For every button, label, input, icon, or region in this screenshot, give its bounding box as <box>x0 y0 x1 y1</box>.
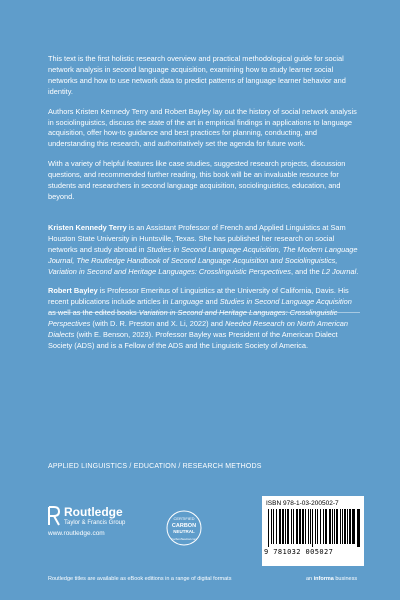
bio-publication: Studies in Second Language Acquisition <box>219 297 352 307</box>
barcode-bar <box>310 509 311 544</box>
barcode-bar <box>340 509 341 544</box>
barcode-bar <box>315 509 316 544</box>
barcode-bar <box>342 509 343 544</box>
routledge-r-icon <box>48 506 60 526</box>
bio-text: as well as the edited books <box>48 308 139 318</box>
barcode-digits: 9 781032 005027 <box>264 548 334 556</box>
barcode-bar <box>271 509 272 544</box>
barcode-bar <box>293 509 294 544</box>
bio-publication: Variation in Second and Heritage Languages: Crosslinguistic Perspectives <box>48 308 338 329</box>
bio-text: is an Assistant Professor of French and Applied Linguistics at Sam Houston State University in Huntsville, Texas. She has published her research on social networks and study abroad in <box>48 222 346 254</box>
barcode-bar <box>279 509 281 544</box>
barcode-bar <box>308 509 309 544</box>
bio-text: (with D. R. Preston and X. Li, 2022) and <box>90 319 226 329</box>
bio-text: is Professor Emeritus of Linguistics at the University of California, Davis. His recent publications include articles in <box>48 286 349 307</box>
publisher-website: www.routledge.com <box>48 530 105 537</box>
publisher-name: Routledge <box>64 505 123 519</box>
isbn-number: ISBN 978-1-03-200502-7 <box>266 500 339 507</box>
bio-publication: Needed Research on North American Dialects <box>48 319 349 340</box>
barcode-bar <box>336 509 338 544</box>
author-name-bayley: Robert Bayley <box>48 286 98 296</box>
carbon-neutral-badge <box>166 510 202 546</box>
barcode-bar <box>302 509 304 544</box>
informa-suffix: business <box>333 576 358 582</box>
bio-text: , and the <box>290 266 322 276</box>
barcode-bar <box>352 509 355 544</box>
description-paragraph-2: Authors Kristen Kennedy Terry and Robert Bayley lay out the history of social network analysis in sociolinguistics, discuss the state of the art in empirical findings in applications to language acquisition, offer how-to guidance and best practices for planning, conducting, and understanding this research, and authoritatively set the agenda for future work. <box>48 106 357 149</box>
barcode-bar <box>347 509 348 544</box>
description-paragraph-3: With a variety of helpful features like case studies, suggested research projects, discussion questions, and recommended further reading, this book will be an invaluable resource for students and researchers in second language acquisition, sociolinguistics, education, and beyond. <box>48 159 346 201</box>
barcode-bar <box>312 509 313 547</box>
publisher-logo <box>48 506 158 546</box>
bio-text: (with E. Benson, 2023). Professor Bayley was President of the American Dialect Society (ADS) and is a Fellow of the ADS and the Linguistic Society of America. <box>48 330 338 350</box>
barcode-bar <box>282 509 284 544</box>
barcode-bar <box>305 509 306 544</box>
barcode-bar <box>320 509 321 544</box>
carbon-badge-mid: CARBON <box>171 523 197 529</box>
barcode-bar <box>357 509 360 547</box>
barcode-bar <box>285 509 286 544</box>
barcode-bar <box>325 509 327 544</box>
bio-publication: Language <box>170 297 204 307</box>
bio-text: . <box>356 266 359 276</box>
barcode-bar <box>273 509 274 544</box>
publisher-group: Taylor & Francis Group <box>64 520 126 526</box>
subject-categories: APPLIED LINGUISTICS / EDUCATION / RESEARCH METHODS <box>48 463 262 470</box>
carbon-badge-site: CarbonNeutral.com <box>170 537 198 541</box>
description-paragraph-1: This text is the first holistic research overview and practical methodological guide for social network analysis in second language acquisition, examining how to study learner social networks and how to use network data to predict patterns of language learner behavior and identity. <box>48 54 346 96</box>
barcode-bar <box>334 509 335 544</box>
back-cover-text <box>48 54 360 361</box>
barcode-bar <box>349 509 351 544</box>
barcode-bar <box>323 509 324 544</box>
informa-prefix: an <box>306 576 314 582</box>
carbon-badge-top: CERTIFIED <box>173 516 195 521</box>
barcode-bar <box>317 509 318 544</box>
author-name-terry: Kristen Kennedy Terry <box>48 222 127 232</box>
barcode-bar <box>291 509 292 544</box>
bio-publication: Studies in Second Language Acquisition, The Modern Language Journal, The Routledge Handbook of Second Language Acquisition and Sociolinguistics, Variation in Second and Heritage Languages: Crosslinguistic Perspectives <box>48 244 358 276</box>
barcode-bar <box>296 509 298 544</box>
informa-brand: informa <box>313 576 334 582</box>
author-bio-bayley <box>48 286 360 351</box>
bio-publication: L2 Journal <box>321 266 357 276</box>
carbon-badge-mid2: NEUTRAL <box>173 529 195 534</box>
section-divider <box>48 312 360 313</box>
informa-line <box>306 576 357 583</box>
barcode-bar <box>344 509 346 544</box>
barcode-panel <box>262 496 364 566</box>
ebook-note: Routledge titles are available as eBook editions in a range of digital formats <box>48 576 232 582</box>
barcode-bar <box>299 509 301 544</box>
bio-text: and <box>203 297 220 307</box>
barcode-bar <box>287 509 289 544</box>
barcode-bar <box>332 509 333 544</box>
barcode-bar <box>268 509 269 547</box>
author-bio-terry <box>48 223 360 278</box>
barcode-bar <box>329 509 331 544</box>
barcode-bar <box>276 509 277 544</box>
barcode-image <box>266 509 360 547</box>
